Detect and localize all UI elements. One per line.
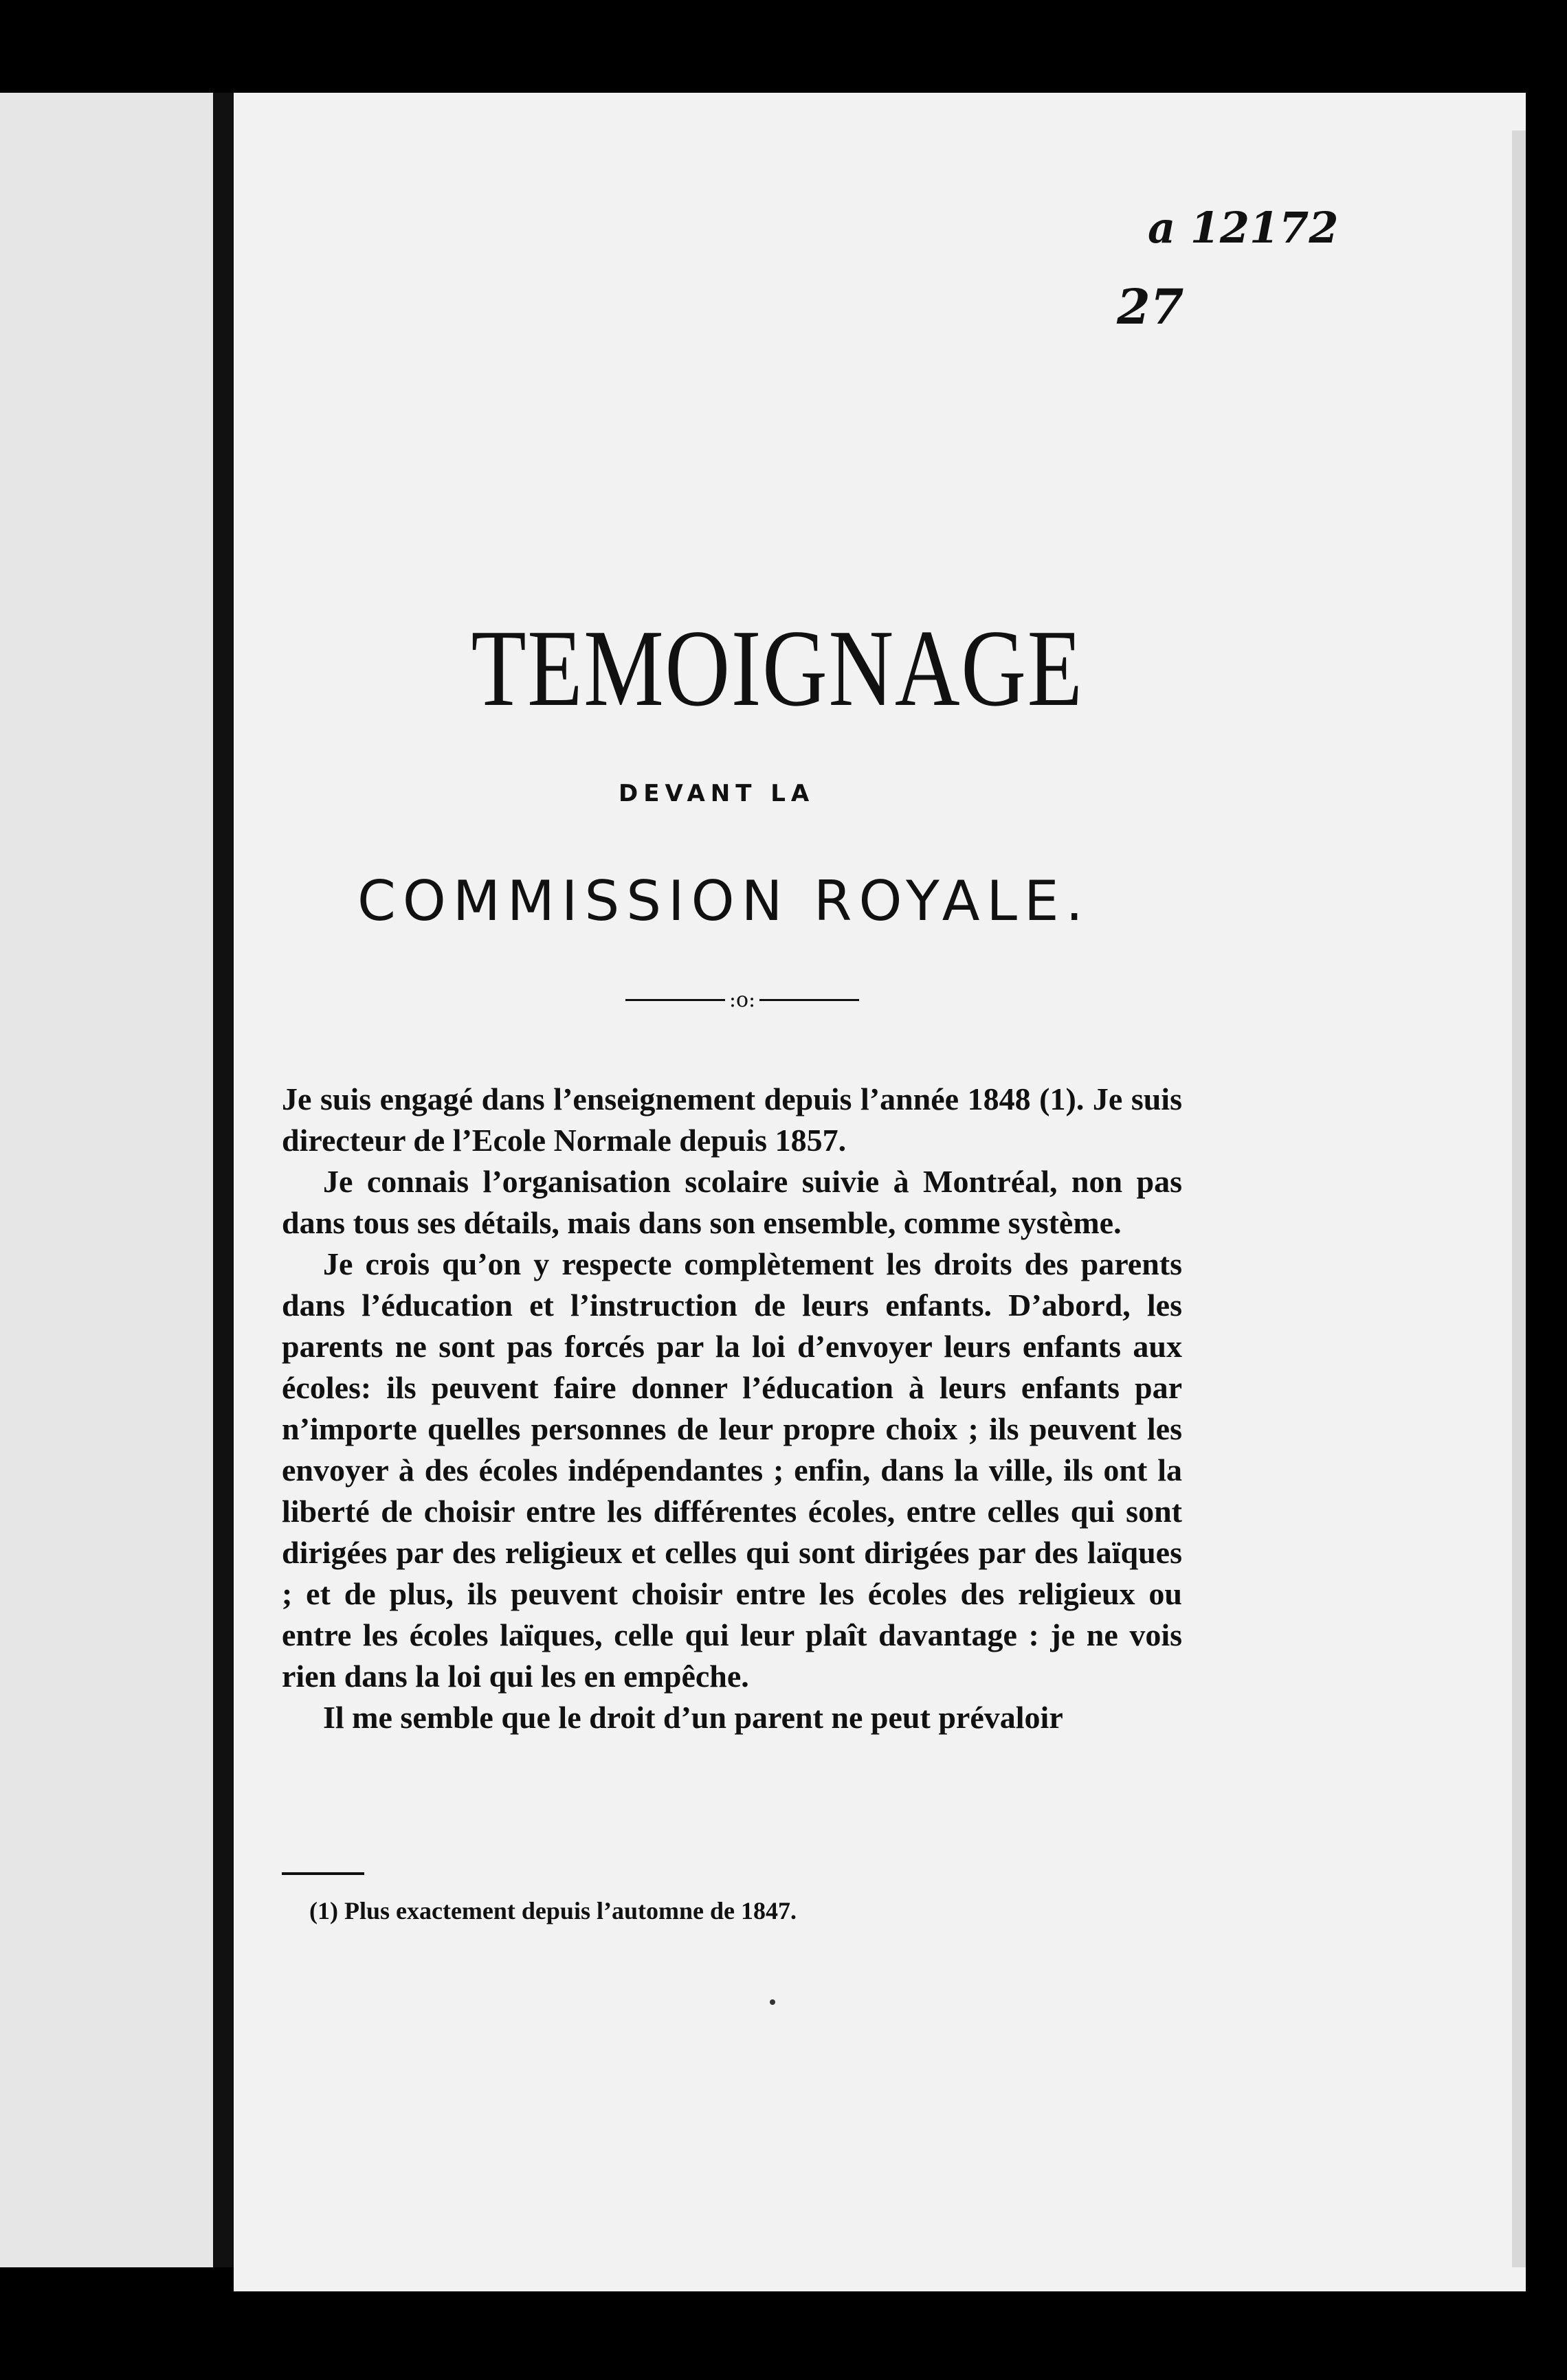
facing-page-edge: [0, 93, 213, 2267]
page-right-edge: [1512, 131, 1526, 2267]
paragraph-2: Je connais l’organisation scolaire suivie à Montréal, non pas dans tous ses détails, mais dans son ensemble, comme système.: [282, 1164, 1182, 1240]
page-speck: [770, 1999, 775, 2005]
paragraph-4: Il me semble que le droit d’un parent ne peut prévaloir: [323, 1700, 1063, 1735]
body-text: [282, 1079, 1182, 1738]
commission-heading: COMMISSION ROYALE.: [357, 869, 1090, 933]
document-title: TEMOIGNAGE: [471, 607, 1084, 729]
section-divider: [625, 989, 859, 1010]
paragraph-1: Je suis engagé dans l’enseignement depuis l’année 1848 (1). Je suis directeur de l’Ecole Normale depuis 1857.: [282, 1081, 1182, 1158]
book-binding: [213, 93, 234, 2267]
handwritten-catalog-number: a 12172: [1148, 203, 1339, 253]
footnote: (1) Plus exactement depuis l’automne de 1847.: [309, 1897, 797, 1924]
document-subtitle: DEVANT LA: [619, 780, 815, 807]
divider-ornament: :o:: [729, 987, 756, 1012]
paragraph-3: Je crois qu’on y respecte complètement les droits des parents dans l’éducation et l’instruction de leurs enfants. D’abord, les parents ne sont pas forcés par la loi d’envoyer leurs enfants aux écoles: ils peuvent faire donner l’éducation à leurs enfants par n’importe quelles personnes de leur propre choix ; ils peuvent les envoyer à des écoles indépendantes ; enfin, dans la ville, ils ont la liberté de choisir entre les différentes écoles, entre celles qui sont dirigées par des religieux et celles qui sont dirigées par des laïques ; et de plus, ils peuvent choisir entre les écoles des religieux ou entre les écoles laïques, celle qui leur plaît davantage : je ne vois rien dans la loi qui les en empêche.: [282, 1246, 1182, 1694]
handwritten-page-number: 27: [1117, 278, 1184, 335]
footnote-rule: [282, 1872, 364, 1875]
divider-line-right: [759, 999, 859, 1001]
divider-line-left: [625, 999, 725, 1001]
